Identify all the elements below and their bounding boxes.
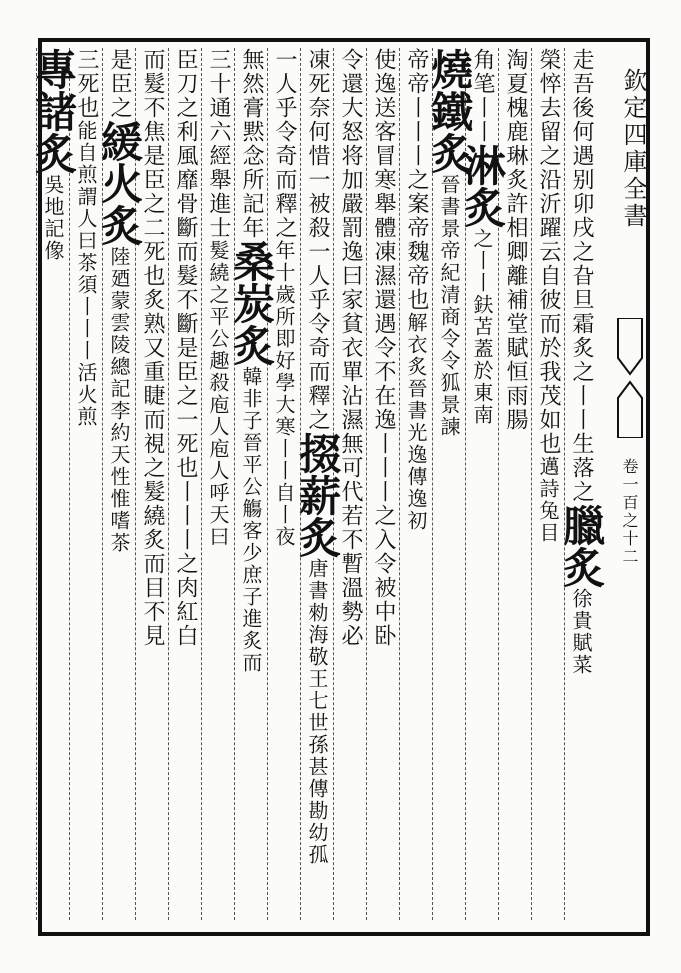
book-title: 欽定四庫全書 xyxy=(619,68,647,230)
column-text: 凍死奈何惜一被殺一人乎令奇而釋之 xyxy=(305,48,330,432)
column-text: 三十通六經舉進士 xyxy=(206,48,231,240)
text-column xyxy=(369,48,397,920)
column-rule xyxy=(531,48,532,920)
column-text: 淘夏槐鹿琳炙許相卿離補堂賦恒雨腸 xyxy=(503,48,528,432)
column-rule xyxy=(432,48,433,920)
column-text: 臣刀之利風靡骨斷而髮不斷是臣之一死也丨丨丨之肉紅白 xyxy=(173,48,198,648)
column-text: 陸廼蒙雲陵總記李約天性惟嗜茶 xyxy=(107,246,131,554)
text-column xyxy=(204,48,232,920)
column-text: 之丨丨鈇苫蓋於東南 xyxy=(470,228,494,426)
fish-tail-icon xyxy=(616,318,644,438)
entry-heading: 緩火炙 xyxy=(95,120,144,246)
text-column xyxy=(458,48,507,920)
column-text: 榮悴去留之沿沂躍云自彼而於我茂如也 xyxy=(536,48,561,456)
column-rule xyxy=(36,48,37,920)
column-rule xyxy=(267,48,268,920)
text-column xyxy=(270,48,298,920)
column-text: 無然膏黙念所記年 xyxy=(239,48,264,240)
column-rule xyxy=(168,48,169,920)
column-text: 三死也 xyxy=(74,48,99,120)
text-column xyxy=(557,48,606,920)
text-column xyxy=(227,48,276,920)
column-rule xyxy=(69,48,70,920)
text-column xyxy=(171,48,199,920)
column-text: 韓非子晉平公觴客少庶子進炙而 xyxy=(239,366,263,674)
column-text: 是臣之 xyxy=(107,48,132,120)
text-column xyxy=(29,48,78,920)
column-rule xyxy=(465,48,466,920)
column-text: 唐書勑海敬王七世孫甚傳勘幼孤 xyxy=(305,558,329,866)
text-column xyxy=(425,48,474,920)
column-text: 邁詩兔目 xyxy=(536,456,560,544)
column-text: 角笔丨丨 xyxy=(470,48,495,144)
column-text: 而髮不焦是臣之二死也炙熟又重睫而視之髮繞炙而目不見 xyxy=(140,48,165,648)
column-text: 一人乎令奇而釋之 xyxy=(272,48,297,240)
column-rule xyxy=(366,48,367,920)
entry-heading: 桑炭炙 xyxy=(227,240,276,366)
entry-heading: 臘炙 xyxy=(557,504,606,588)
column-text: 晉書景帝紀清商令令狐景諫 xyxy=(437,174,461,438)
column-rule xyxy=(201,48,202,920)
column-rule xyxy=(399,48,400,920)
entry-heading: 專諸炙 xyxy=(29,48,78,174)
column-rule xyxy=(234,48,235,920)
column-text: 使逸送客冒寒舉體凍濕還遇令不在逸丨丨丨之入令被中卧 xyxy=(371,48,396,648)
column-text: 帝帝丨丨丨之案帝魏帝也 xyxy=(404,48,429,312)
text-column xyxy=(95,48,144,920)
text-column xyxy=(402,48,430,920)
volume-number: 卷一百之十二 xyxy=(620,458,639,566)
text-column xyxy=(293,48,342,920)
column-text: 解衣炙晉書光逸傳逸初 xyxy=(404,312,428,532)
column-text: 令還大怒将加嚴罰逸曰家貧衣單沾濕無可代若不暫溫勢必 xyxy=(338,48,363,648)
text-column xyxy=(72,48,100,920)
column-text: 徐貴賦菜 xyxy=(569,588,593,676)
entry-heading: 淋炙 xyxy=(458,144,507,228)
column-text: 能自煎謂人曰茶須丨丨丨活火煎 xyxy=(74,120,98,428)
text-column xyxy=(534,48,562,920)
column-rule xyxy=(300,48,301,920)
column-text: 髮繞之平公趣殺庖人庖人呼天曰 xyxy=(206,240,230,548)
entry-heading: 燒鐵炙 xyxy=(425,48,474,174)
column-text: 吳地記像 xyxy=(41,174,65,262)
column-rule xyxy=(564,48,565,920)
page-margin xyxy=(612,48,650,928)
column-rule xyxy=(102,48,103,920)
column-text: 走吾後何遇别卯戌之旮旦霜炙之丨丨生落之 xyxy=(569,48,594,504)
column-text: 年十歲所即好學大寒丨丨自丨夜 xyxy=(272,240,296,548)
entry-heading: 掇薪炙 xyxy=(293,432,342,558)
